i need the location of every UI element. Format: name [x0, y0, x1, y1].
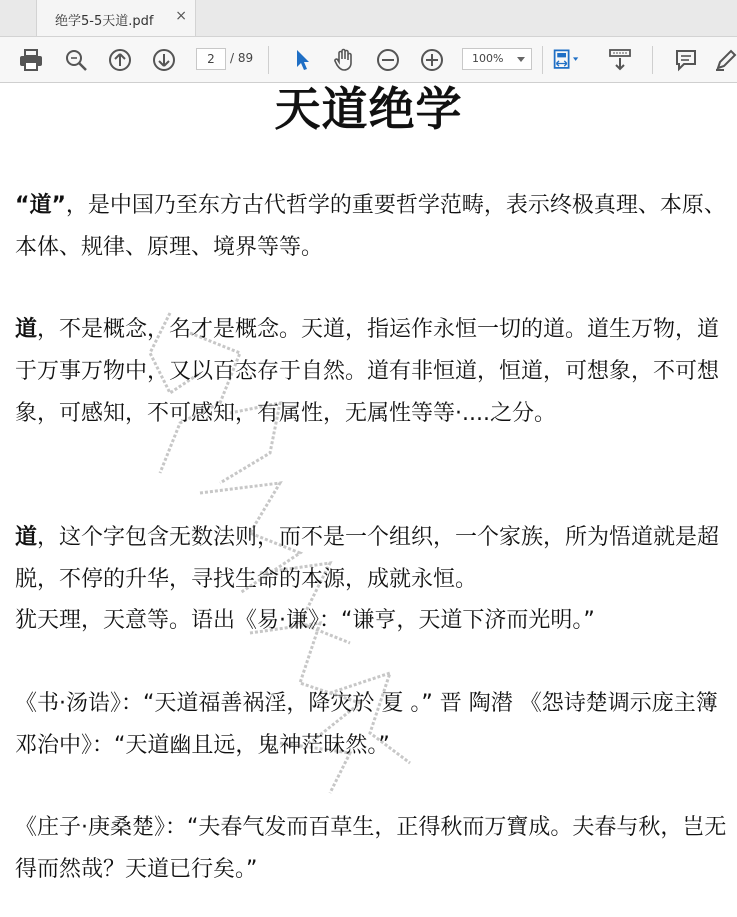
document-title: 天道绝学 [274, 83, 463, 136]
paragraph-1 [15, 185, 727, 269]
document-page [0, 83, 737, 917]
pen-icon[interactable] [712, 46, 737, 74]
document-tab[interactable] [36, 0, 196, 36]
paragraph-3 [15, 517, 727, 601]
scroll-mode-icon[interactable] [606, 46, 634, 74]
print-icon[interactable] [17, 46, 45, 74]
select-arrow-icon[interactable] [288, 46, 316, 74]
toolbar [0, 37, 737, 83]
paragraph-2-text: ，不是概念，名才是概念。天道，指运作永恒一切的道。道生万物，道于万事万物中，又以百态存于自然。道有非恒道，恒道，可想象，不可想象，可感知，不可感知，有属性，无属性等等·....之分。 [15, 317, 720, 426]
paragraph-2 [15, 309, 727, 435]
tab-title: 绝学5-5天道.pdf [55, 14, 154, 29]
page-total: / 89 [230, 51, 254, 65]
paragraph-1-bold: “道” [15, 193, 66, 218]
paragraph-4: 犹天理，天意等。语出《易·谦》：“谦亨，天道下济而光明。” [15, 608, 595, 633]
search-icon[interactable] [62, 46, 90, 74]
toolbar-divider [542, 46, 543, 74]
comment-icon[interactable] [672, 46, 700, 74]
page-number-input[interactable]: 2 [196, 48, 226, 70]
fit-page-icon[interactable] [552, 46, 580, 74]
zoom-out-icon[interactable] [374, 46, 402, 74]
hand-icon[interactable] [330, 46, 358, 74]
toolbar-divider [652, 46, 653, 74]
paragraph-1-text: ，是中国乃至东方古代哲学的重要哲学范畴，表示终极真理、本原、本体、规律、原理、境界等等。 [15, 193, 726, 260]
paragraph-2-bold: 道 [15, 317, 38, 342]
close-tab-icon[interactable]: × [175, 8, 187, 24]
paragraph-3-bold: 道 [15, 525, 38, 550]
chevron-down-icon [517, 57, 525, 62]
paragraph-3-text: ，这个字包含无数法则，而不是一个组织，一个家族，所为悟道就是超脱，不停的升华，寻找生命的本源，成就永恒。 [15, 525, 720, 592]
zoom-select[interactable] [462, 48, 532, 70]
toolbar-divider [268, 46, 269, 74]
tab-bar [0, 0, 737, 37]
page-down-icon[interactable] [150, 46, 178, 74]
page-up-icon[interactable] [106, 46, 134, 74]
paragraph-6: 《庄子·庚桑楚》：“夫春气发而百草生，正得秋而万寶成。夫春与秋，岂无得而然哉？天道已行矣。” [15, 815, 727, 882]
paragraph-5: 《书·汤诰》：“天道福善祸淫，降灾於 夏 。” 晋 陶潜 《怨诗楚调示庞主簿邓治中》：“天道幽且远，鬼神茫昧然。” [15, 691, 718, 758]
zoom-value: 100% [472, 52, 504, 65]
zoom-in-icon[interactable] [418, 46, 446, 74]
